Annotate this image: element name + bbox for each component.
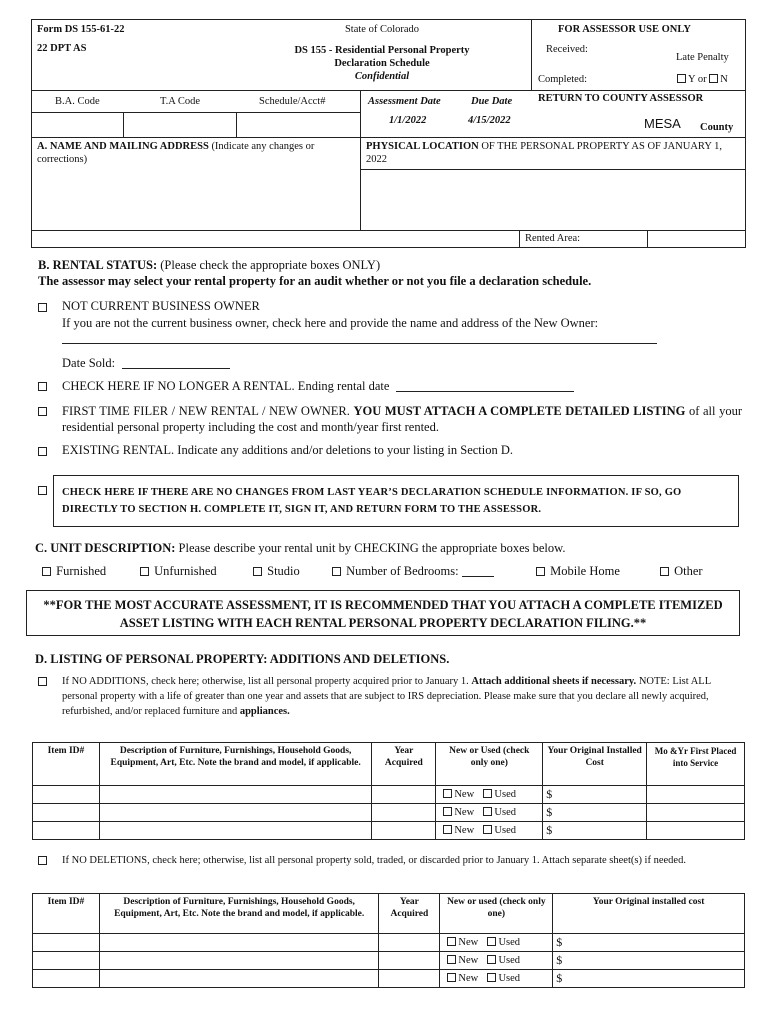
year-cell[interactable] [372, 822, 436, 840]
dollar-sign: $ [546, 805, 553, 819]
section-b-heading: B. RENTAL STATUS: [38, 258, 158, 272]
not-current-owner-label: NOT CURRENT BUSINESS OWNER [62, 299, 260, 313]
physical-location-title: PHYSICAL LOCATION [366, 141, 479, 152]
yn-choice [677, 74, 728, 85]
new-checkbox[interactable] [443, 807, 452, 816]
newused-cell [436, 804, 543, 822]
add-th-desc: Description of Furniture, Furnishings, Household Goods, Equipment, Art, Etc. Note the brand and model, if applicable. [99, 743, 371, 786]
header-divider-right [531, 19, 532, 90]
used-label: Used [498, 955, 521, 966]
existing-rental-checkbox[interactable] [38, 447, 47, 456]
no-deletions-checkbox[interactable] [38, 856, 47, 865]
section-b-title [38, 258, 380, 273]
mobile-home-label: Mobile Home [550, 564, 620, 578]
section-c-title [35, 541, 565, 556]
new-label: New [454, 807, 475, 818]
year-cell[interactable] [379, 970, 440, 988]
form-title [262, 44, 502, 83]
newused-cell [436, 786, 543, 804]
confidential-label: Confidential [354, 71, 410, 82]
new-checkbox[interactable] [443, 825, 452, 834]
newused-cell [436, 822, 543, 840]
new-owner-line[interactable] [62, 343, 657, 344]
del-th-year: Year Acquired [379, 894, 440, 934]
audit-note: The assessor may select your rental property for an audit whether or not you file a declaration schedule. [38, 274, 592, 288]
header-rule-4 [31, 230, 746, 231]
ta-code-field[interactable] [124, 113, 235, 136]
dollar-sign: $ [546, 787, 553, 801]
title-line2: Declaration Schedule [334, 58, 430, 69]
header-rule-1 [31, 90, 746, 91]
moyr-cell[interactable] [647, 822, 745, 840]
year-cell[interactable] [372, 786, 436, 804]
newused-cell [440, 970, 553, 988]
item-id-cell[interactable] [33, 952, 100, 970]
opt-bedrooms [332, 564, 494, 579]
table-row [33, 822, 745, 840]
del-th-newused: New or used (check only one) [440, 894, 553, 934]
table-row [33, 786, 745, 804]
newused-cell [440, 934, 553, 952]
first-time-filer-label [62, 403, 742, 435]
no-longer-rental-label: CHECK HERE IF NO LONGER A RENTAL. Ending rental date [62, 379, 390, 393]
yes-checkbox[interactable] [677, 74, 686, 83]
rented-divider-1 [519, 230, 520, 248]
used-checkbox[interactable] [487, 973, 496, 982]
used-label: Used [498, 973, 521, 984]
no-changes-label: CHECK HERE IF THERE ARE NO CHANGES FROM LAST YEAR’S DECLARATION SCHEDULE INFORMATION. IF SO, GO DIRECTLY TO SECTION H. COMPLETE IT, SIGN IT, AND RETURN FORM TO THE ASSESSOR. [62, 487, 682, 515]
add-th-newused: New or Used (check only one) [436, 743, 543, 786]
mobile-home-checkbox[interactable] [536, 567, 545, 576]
no-checkbox[interactable] [709, 74, 718, 83]
no-additions-text [62, 674, 742, 719]
received-label: Received: [546, 44, 588, 55]
schedule-label: Schedule/Acct# [259, 96, 326, 107]
dept-code: 22 DPT AS [37, 43, 87, 54]
first-time-filer-checkbox[interactable] [38, 407, 47, 416]
new-label: New [458, 937, 479, 948]
description-cell[interactable] [99, 786, 371, 804]
studio-label: Studio [267, 564, 300, 578]
cost-cell[interactable] [553, 934, 745, 952]
dollar-sign: $ [556, 971, 563, 985]
section-c-heading: C. UNIT DESCRIPTION: [35, 541, 176, 555]
bedrooms-field[interactable] [462, 564, 494, 577]
new-checkbox[interactable] [443, 789, 452, 798]
rented-area-field[interactable] [648, 231, 745, 247]
late-penalty-label: Late Penalty [676, 52, 729, 63]
section-b-instruction: (Please check the appropriate boxes ONLY) [157, 258, 381, 272]
additions-d: appliances. [239, 706, 290, 717]
deletions-table [32, 893, 745, 988]
no-additions-checkbox[interactable] [38, 677, 47, 686]
new-checkbox[interactable] [447, 973, 456, 982]
dollar-sign: $ [556, 953, 563, 967]
other-label: Other [674, 564, 703, 578]
table-row [33, 952, 745, 970]
assessment-date: 1/1/2022 [389, 115, 427, 126]
table-row [33, 934, 745, 952]
used-checkbox[interactable] [483, 789, 492, 798]
used-label: Used [494, 807, 516, 818]
new-label: New [458, 955, 479, 966]
opt-unfurnished [140, 564, 217, 579]
section-c-instruction: Please describe your rental unit by CHECKING the appropriate boxes below. [175, 541, 566, 555]
cost-cell[interactable] [553, 952, 745, 970]
used-label: Used [494, 789, 516, 800]
year-cell[interactable] [372, 804, 436, 822]
recommendation-text: **FOR THE MOST ACCURATE ASSESSMENT, IT IS RECOMMENDED THAT YOU ATTACH A COMPLETE ITEMIZED ASSET LISTING WITH EACH RENTAL PERSONAL PROPERTY DECLARATION FILING.** [43, 598, 723, 630]
opt-mobile-home [536, 564, 620, 579]
date-sold-row [62, 356, 230, 371]
unfurnished-checkbox[interactable] [140, 567, 149, 576]
assessor-use-title: FOR ASSESSOR USE ONLY [558, 24, 691, 35]
description-cell[interactable] [99, 804, 371, 822]
additions-b: Attach additional sheets if necessary. [471, 676, 637, 687]
name-address-title: A. NAME AND MAILING ADDRESS [37, 141, 209, 152]
new-label: New [454, 825, 475, 836]
used-checkbox[interactable] [487, 955, 496, 964]
description-cell[interactable] [99, 952, 379, 970]
return-to-label: RETURN TO COUNTY ASSESSOR [538, 93, 704, 104]
cost-cell[interactable] [543, 804, 647, 822]
bedrooms-label: Number of Bedrooms: [346, 564, 459, 578]
table-row [33, 804, 745, 822]
cost-cell[interactable] [553, 970, 745, 988]
ending-rental-date-field[interactable] [396, 379, 574, 392]
bedrooms-checkbox[interactable] [332, 567, 341, 576]
opt-furnished [42, 564, 106, 579]
description-cell[interactable] [99, 822, 371, 840]
county-name: MESA [644, 116, 681, 131]
add-th-moyr: Mo &Yr First Placed into Service [647, 743, 745, 786]
opt-studio [253, 564, 300, 579]
used-label: Used [494, 825, 516, 836]
yes-label: Y or [688, 74, 707, 85]
not-current-owner-checkbox[interactable] [38, 303, 47, 312]
cost-cell[interactable] [543, 786, 647, 804]
name-address-note: (Indicate any changes or corrections) [37, 141, 315, 165]
new-checkbox[interactable] [447, 937, 456, 946]
del-th-item: Item ID# [33, 894, 100, 934]
no-deletions-text: If NO DELETIONS, check here; otherwise, list all personal property sold, traded, or discarded prior to January 1. Attach separate sheet(s) if needed. [62, 855, 686, 866]
cost-cell[interactable] [543, 822, 647, 840]
name-address-label [37, 140, 355, 166]
due-date-label: Due Date [471, 96, 513, 107]
description-cell[interactable] [99, 970, 379, 988]
additions-c: NOTE: List ALL personal property with a life of greater than one year and assets that are subject to IRS depreciation. Please make sure that you declare all newly acquired, refurbished, and/or replaced furniture and [62, 676, 711, 717]
additions-a: If NO ADDITIONS, check here; otherwise, list all personal property acquired prior to January 1. [62, 676, 472, 687]
table-row [33, 970, 745, 988]
section-d-title: D. LISTING OF PERSONAL PROPERTY: ADDITIONS AND DELETIONS. [35, 652, 450, 666]
date-sold-label: Date Sold: [62, 356, 116, 370]
del-th-desc: Description of Furniture, Furnishings, Household Goods, Equipment, Art, Etc. Note the brand and model, if applicable. [99, 894, 379, 934]
no-label: N [720, 74, 728, 85]
completed-label: Completed: [538, 74, 587, 85]
form-number: Form DS 155-61-22 [37, 24, 125, 35]
year-cell[interactable] [379, 952, 440, 970]
opt-other [660, 564, 703, 579]
studio-checkbox[interactable] [253, 567, 262, 576]
assessment-date-label: Assessment Date [368, 96, 441, 107]
rented-area-label: Rented Area: [525, 233, 581, 244]
furnished-label: Furnished [56, 564, 107, 578]
item-id-cell[interactable] [33, 934, 100, 952]
state-label: State of Colorado [344, 24, 420, 35]
item-id-cell[interactable] [33, 822, 100, 840]
physical-location-field[interactable] [361, 170, 745, 229]
newused-cell [440, 952, 553, 970]
name-address-field[interactable] [32, 168, 359, 229]
ba-code-label: B.A. Code [55, 96, 100, 107]
item-id-cell[interactable] [33, 786, 100, 804]
physical-location-label [366, 140, 741, 166]
no-longer-rental-checkbox[interactable] [38, 382, 47, 391]
first-time-c: of all your residential personal property including the cost and month/year first rented. [62, 404, 742, 434]
moyr-cell[interactable] [647, 804, 745, 822]
dollar-sign: $ [556, 935, 563, 949]
no-changes-checkbox[interactable] [38, 486, 47, 495]
new-checkbox[interactable] [447, 955, 456, 964]
due-date: 4/15/2022 [468, 115, 511, 126]
year-cell[interactable] [379, 934, 440, 952]
ba-code-field[interactable] [32, 113, 122, 136]
additions-table [32, 742, 745, 840]
item-id-cell[interactable] [33, 970, 100, 988]
unfurnished-label: Unfurnished [154, 564, 217, 578]
used-checkbox[interactable] [487, 937, 496, 946]
description-cell[interactable] [99, 934, 379, 952]
new-label: New [458, 973, 479, 984]
existing-rental-label: EXISTING RENTAL. Indicate any additions and/or deletions to your listing in Section D. [62, 443, 514, 457]
other-checkbox[interactable] [660, 567, 669, 576]
del-th-cost: Your Original installed cost [553, 894, 745, 934]
first-time-b: YOU MUST ATTACH A COMPLETE DETAILED LISTING [353, 404, 686, 418]
no-longer-rental-row [62, 379, 574, 394]
physical-location-note: OF THE PERSONAL PROPERTY AS OF JANUARY 1, 2022 [366, 141, 723, 165]
add-th-year: Year Acquired [372, 743, 436, 786]
furnished-checkbox[interactable] [42, 567, 51, 576]
add-th-cost: Your Original Installed Cost [543, 743, 647, 786]
title-line1: DS 155 - Residential Personal Property [294, 45, 470, 56]
used-checkbox[interactable] [483, 807, 492, 816]
add-th-item: Item ID# [33, 743, 100, 786]
schedule-field[interactable] [237, 113, 359, 136]
date-sold-field[interactable] [122, 356, 230, 369]
ta-code-label: T.A Code [160, 96, 201, 107]
first-time-a: FIRST TIME FILER / NEW RENTAL / NEW OWNER. [62, 404, 354, 418]
county-label: County [700, 122, 734, 133]
dollar-sign: $ [546, 823, 553, 837]
item-id-cell[interactable] [33, 804, 100, 822]
new-label: New [454, 789, 475, 800]
used-checkbox[interactable] [483, 825, 492, 834]
not-current-owner-desc: If you are not the current business owner, check here and provide the name and address of the New Owner: [62, 316, 599, 330]
header-rule-2 [31, 137, 746, 138]
used-label: Used [498, 937, 521, 948]
moyr-cell[interactable] [647, 786, 745, 804]
